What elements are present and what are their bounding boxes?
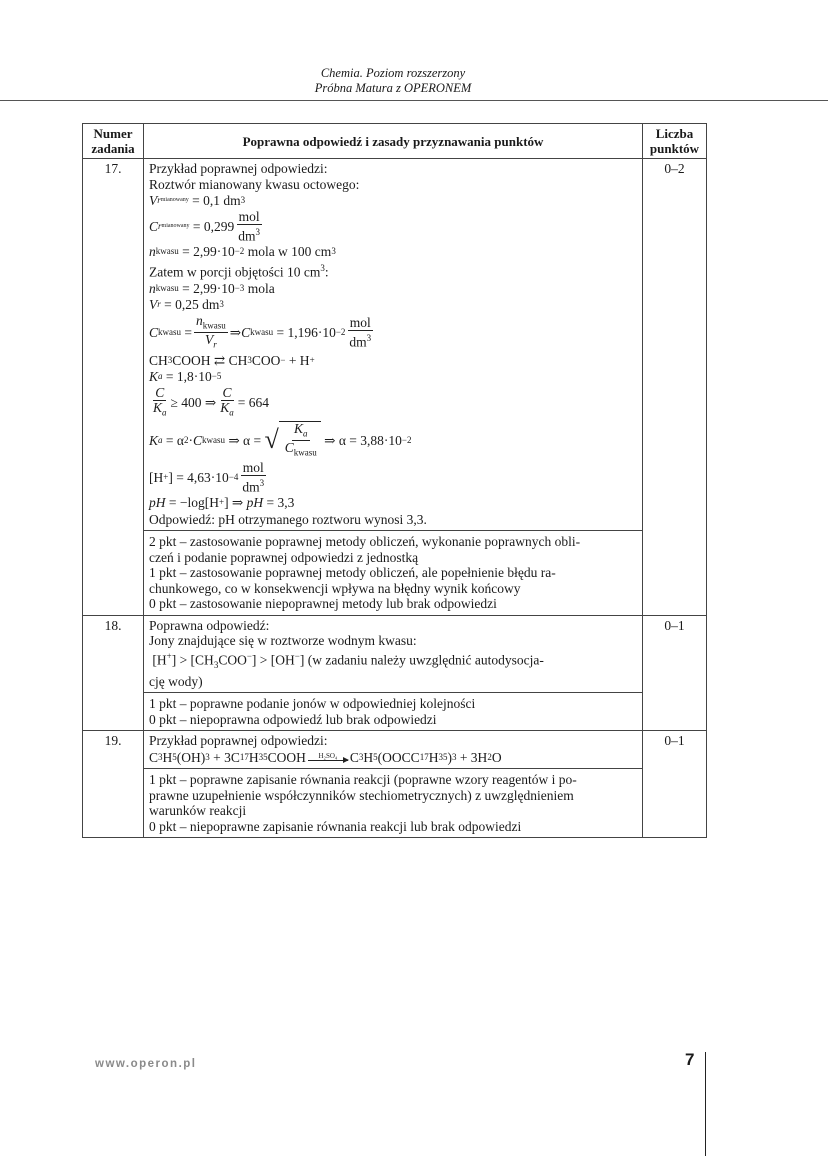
formula-v-mian: V r mianowany = 0,1 dm 3 xyxy=(149,193,246,208)
header-points: Liczba punktów xyxy=(643,124,707,159)
task-answer: Poprawna odpowiedź: Jony znajdujące się w roztworze wodnym kwasu: $[H^+] > [CH_3COO^-] > [OH^-]$ (w zadaniu należy uwzględnić autodysocja- cję wody) 1 pkt – poprawne podanie jonów w odpowiedniej kolejności 0 pkt – niepoprawna odpowiedź lub brak odpowiedzi xyxy=(144,615,643,730)
task-number: 18. xyxy=(83,615,144,730)
formula-c-kwasu: C kwasu = $\frac{n_{kwasu}}{V_r}$ ⇒ C kwasu = 1,196·10 −2 $\frac{\text{mol}}{dm^3}$ xyxy=(149,312,372,350)
formula-ph: pH = −log[H + ] ⇒ pH = 3,3 xyxy=(149,495,295,511)
table-row-task-19 xyxy=(83,731,707,838)
page-header xyxy=(0,66,786,96)
header-exam: Próbna Matura z OPERONEM xyxy=(314,81,472,95)
scoring-criteria: 1 pkt – poprawne zapisanie równania reakcji (poprawne wzory reagentów i po- prawne uzupełnienie współczynników stechiometrycznych) z uwzględnieniem warunków reakcji 0 pkt – niepoprawne zapisanie równania reakcji lub brak odpowiedzi xyxy=(144,768,642,834)
table-header-row xyxy=(83,124,707,159)
task-points: 0–2 xyxy=(643,159,707,616)
final-answer: Odpowiedź: pH otrzymanego roztworu wynosi 3,3. xyxy=(149,511,427,527)
solution-title: Roztwór mianowany kwasu octowego: xyxy=(149,176,360,192)
task-points: 0–1 xyxy=(643,731,707,838)
formula-vr: V r = 0,25 dm 3 xyxy=(149,297,224,312)
portion-text: Zatem w porcji objętości 10 $cm^3$: xyxy=(149,262,329,279)
header-rule xyxy=(0,100,828,101)
ion-order: $[H^+] > [CH_3COO^-] > [OH^-]$ (w zadaniu należy uwzględnić autodysocja- xyxy=(149,650,544,671)
task-answer xyxy=(144,159,643,616)
header-task-number: Numer zadania xyxy=(83,124,144,159)
page-number-rule xyxy=(705,1052,706,1156)
page-number: 7 xyxy=(685,1050,695,1069)
reaction-equation: C 3 H 5 (OH) 3 + 3C 17 H 35 COOH H₂SO₄ C 3 H 5 (OOCC 17 H 35 ) 3 + 3H 2 O xyxy=(149,749,502,765)
footer-url: www.operon.pl xyxy=(95,1058,197,1070)
formula-n-10: n kwasu = 2,99·10 −3 mola xyxy=(149,280,275,296)
formula-n-100: n kwasu = 2,99·10 −2 mola w 100 cm 3 xyxy=(149,244,336,259)
formula-dissociation: CH 3 COOH ⇄ CH 3 COO − + H + xyxy=(149,352,315,368)
table-row-task-18 xyxy=(83,615,707,730)
formula-alpha: K a = α 2 · C kwasu ⇒ α = √ $\frac{K_a}{C_{kwasu}}$ ⇒ α = 3,88·10 −2 xyxy=(149,420,412,458)
formula-ka: K a = 1,8·10 −5 xyxy=(149,369,222,385)
header-answer: Poprawna odpowiedź i zasady przyznawania punktów xyxy=(144,124,643,159)
table-row-task-17 xyxy=(83,159,707,616)
scoring-criteria: 2 pkt – zastosowanie poprawnej metody obliczeń, wykonanie poprawnych obli- czeń i podanie poprawnej odpowiedzi z jednostką 1 pkt – zastosowanie poprawnej metody obliczeń, ale popełnienie błędu ra- chunkowego, co w konsekwencji wpływa na błędny wynik końcowy 0 pkt – zastosowanie niepoprawnej metody lub brak odpowiedzi xyxy=(144,530,642,612)
header-subject: Chemia. Poziom rozszerzony xyxy=(320,66,466,80)
answer-intro: Przykład poprawnej odpowiedzi: xyxy=(149,161,328,176)
task-points: 0–1 xyxy=(643,615,707,730)
scoring-criteria: 1 pkt – poprawne podanie jonów w odpowiedniej kolejności 0 pkt – niepoprawna odpowiedź lub brak odpowiedzi xyxy=(144,692,642,727)
answer-key-table xyxy=(82,123,707,838)
formula-ratio: $\frac{C}{K_a}$ ≥ 400 ⇒ $\frac{C}{K_a}$ = 664 xyxy=(153,384,270,418)
task-number: 19. xyxy=(83,731,144,838)
formula-h-concentration: [H + ] = 4,63·10 −4 $\frac{\text{mol}}{dm^3}$ xyxy=(149,459,265,495)
task-answer: Przykład poprawnej odpowiedzi: C 3 H 5 (OH) 3 + 3C 17 H 35 COOH H₂SO₄ C 3 H 5 (OOCC 17 H 35 ) 3 + 3H 2 O 1 pkt – poprawne zapisanie równania reakcji (poprawne wzory reagentów i po- prawne uzupełnienie współczynników stechiometrycznych) z uwzględnieniem warunków reakcji 0 pkt – niepoprawne zapisanie równania reakcji lub brak odpowiedzi xyxy=(144,731,643,838)
task-number: 17. xyxy=(83,159,144,616)
reaction-arrow: H₂SO₄ xyxy=(308,753,348,761)
formula-c-mian: C r mianowany = 0,299 $\frac{\text{mol}}{dm^3}$ xyxy=(149,208,261,243)
